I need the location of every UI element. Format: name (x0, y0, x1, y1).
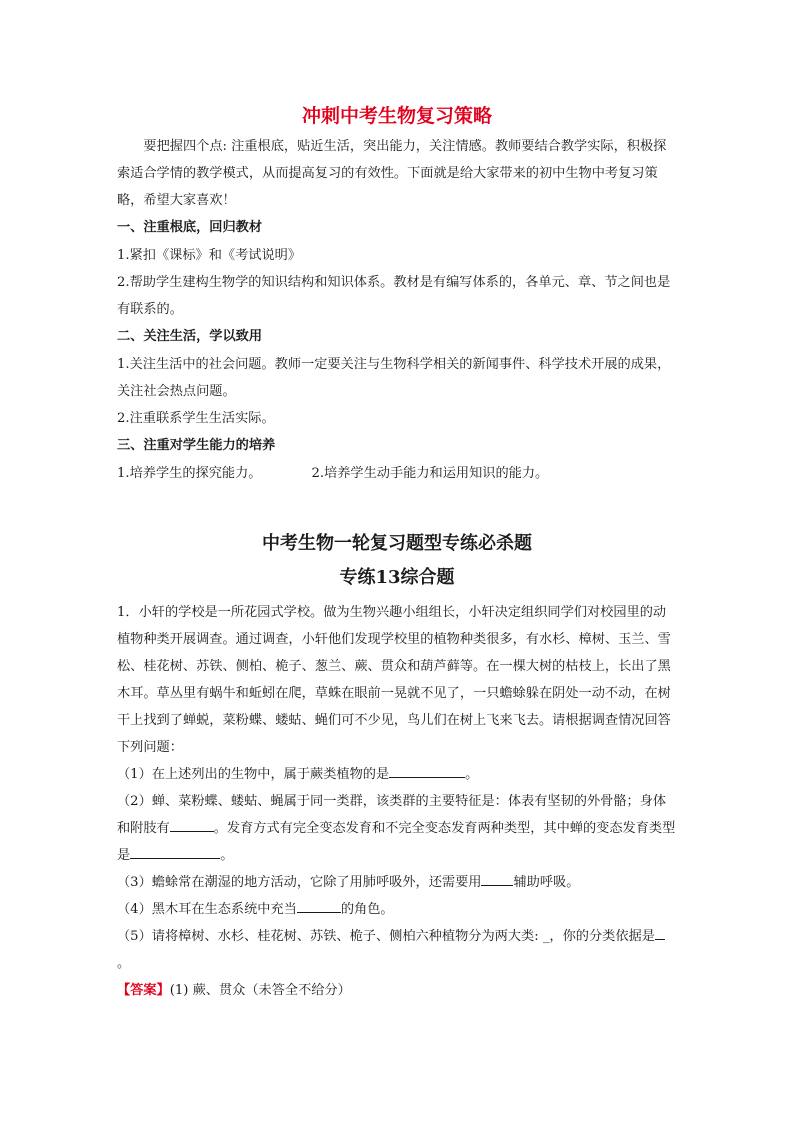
answer-tag: 【答案】 (117, 983, 170, 998)
answer-line (117, 977, 677, 1004)
heading-1-item-2: 2.帮助学生建构生物学的知识结构和知识体系。教材是有编写体系的，各单元、章、节之间也是有联系的。 (117, 275, 671, 317)
answer-blank-4[interactable] (481, 871, 513, 886)
heading-3-item-2: 2.培养学生动手能力和运用知识的能力。 (311, 466, 549, 481)
exam-section (117, 527, 677, 1004)
sub-question-5: （5）请将樟树、水杉、桂花树、苏铁、桅子、侧柏六种植物分为两大类: _，你的分类依据是。 (117, 923, 677, 977)
heading-2-item-1: 1.关注生活中的社会问题。教师一定要关注与生物科学相关的新闻事件、科学技术开展的成果，关注社会热点问题。 (117, 357, 671, 399)
strategy-title: 冲刺中考生物复习策略 (301, 105, 492, 127)
answer-blank-2[interactable] (170, 817, 214, 832)
sub-question-2: （2）蝉、菜粉蝶、蝼蛄、蝇属于同一类群，该类群的主要特征是：体表有坚韧的外骨骼；身体和附肢有 。发育方式有完全变态发育和不完全变态发育两种类型，其中蝉的变态发育类型是 。 (117, 794, 676, 863)
answer-blank-3[interactable] (130, 844, 220, 859)
answer-blank-5[interactable] (297, 898, 341, 913)
heading-3-items (117, 460, 677, 487)
heading-2: 二、关注生活，学以致用 (117, 329, 263, 344)
sub-question-1: （1）在上述列出的生物中，属于蕨类植物的是 。 (117, 761, 677, 788)
sub-question-3: （3）蟾蜍常在潮湿的地方活动，它除了用肺呼吸外，还需要用 辅助呼吸。 (117, 869, 677, 896)
strategy-intro: 要把握四个点: 注重根底，贴近生活，突出能力，关注情感。教师要结合教学实际，积极探索适合学情的教学模式，从而提高复习的有效性。下面就是给大家带来的初中生物中考复习策略，希望大家喜欢！ (117, 139, 667, 208)
sub-question-4: （4）黑木耳在生态系统中充当 的角色。 (117, 896, 677, 923)
heading-1-item-1: 1.紧扣《课标》和《考试说明》 (117, 248, 302, 263)
answer-text: (1) 蕨、贯众（未答全不给分） (169, 983, 351, 998)
question-1-stem: 1．小轩的学校是一所花园式学校。做为生物兴趣小组组长，小轩决定组织同学们对校园里的动植物种类开展调查。通过调查，小轩他们发现学校里的植物种类很多，有水杉、樟树、玉兰、雪松、桂花树、苏铁、侧柏、桅子、葱兰、蕨、贯众和葫芦藓等。在一棵大树的枯枝上，长出了黑木耳。草丛里有蜗牛和蚯蚓在爬，草蛛在眼前一晃就不见了，一只蟾蜍躲在阴处一动不动，在树干上找到了蝉蜕，菜粉蝶、蝼蛄、蝇们可不少见，鸟儿们在树上飞来飞去。请根据调查情况回答下列问题： (117, 605, 671, 755)
document-page (117, 104, 677, 1004)
heading-3: 三、注重对学生能力的培养 (117, 438, 276, 453)
answer-blank-1[interactable] (389, 763, 465, 778)
heading-3-item-1: 1.培养学生的探究能力。 (117, 466, 262, 481)
exam-subtitle: 专练13综合题 (339, 567, 455, 588)
heading-1: 一、注重根底，回归教材 (117, 220, 263, 235)
strategy-section (117, 104, 677, 487)
heading-2-item-2: 2.注重联系学生生活实际。 (117, 411, 275, 426)
answer-blank-6[interactable] (655, 925, 665, 940)
exam-title: 中考生物一轮复习题型专练必杀题 (262, 533, 532, 554)
